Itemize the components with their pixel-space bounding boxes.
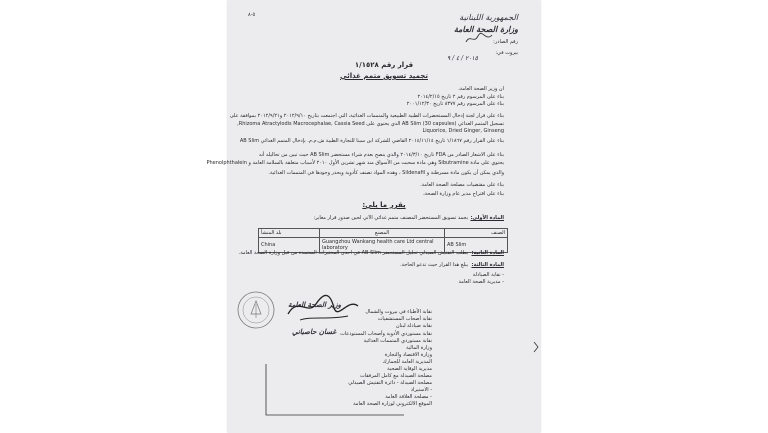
body-line: بناء على اقتراح مدير عام وزارة الصحة، [423, 191, 504, 197]
distribution-item: نقابة مستوردي المتممات الغذائية [363, 338, 432, 344]
distribution-item: - الاستيراد [410, 387, 432, 393]
body-line: بناء على المرسوم رقم ٢ تاريخ ٢٠١٤/٢/١٥ [417, 94, 504, 100]
decision-title: تجميد تسويق متمم غذائي [340, 72, 428, 80]
body-line: Liquorice, Dried Ginger, Ginseng [422, 128, 504, 134]
body-line: بناء على مقتضيات مصلحة الصحة العامة. [420, 182, 504, 188]
body-line: بناء على القرار رقم ١/١٨٦٧ تاريخ ٢٠١٤/١١/١٤ القاضي للشركة ابن سينا للتجارة الطبية ش.م.م. بإدخال المتمم الغذائي AB Slim [239, 138, 504, 144]
table-header-product: الصنف [445, 229, 508, 238]
body-line: بناء على قرار لجنة إدخال المستحضرات الطبية الطبيعية والمتممات الغذائية، التي اجتمعت بتاريخ ٢٠١٢/٩/١٠ و٢٠١٢/٩/٢١ بموافقة على [229, 113, 504, 119]
handwritten-number-scribble [464, 32, 494, 46]
page-marker: ٥-٨ [248, 12, 256, 18]
body-line: والذي يمكن أن يكون مادة مسرطنة و Sildenafil ، وهذه المواد تصنف كأدوية ويحذر وجودها في المتممات الغذائية. [268, 170, 504, 176]
distribution-item: المديرية العامة للجمارك [382, 359, 432, 365]
ministry-heading: وزارة الصحة العامة [453, 24, 518, 34]
decides-heading: يقرر ما يلي: [362, 201, 406, 209]
ministry-seal-stamp [236, 290, 276, 330]
body-line: يحتوي على مادة Sibutramine وهي مادة سحبت من الأسواق منذ شهر تشرين الأول ٢٠١٠ لأسباب متعلقة بالسلامة العامة و Phenolphthalein [206, 160, 504, 166]
table-cell-origin: China [259, 238, 320, 253]
distribution-item: الموقع الالكتروني لوزارة الصحة العامة [353, 401, 432, 407]
distribution-item: نقابة أصحاب المستشفيات [377, 316, 432, 322]
distribution-top-item: - نقابة الصيادلة [472, 272, 504, 278]
document-page [206, 0, 540, 433]
article1-text: يجمد تسويق المستحضر المصنف متمم غذائي الآتي لحين صدور قرار مغاير: [313, 215, 468, 221]
distribution-top-item: - مديرية الصحة العامة [458, 279, 504, 285]
body-line: بناء على المرسوم رقم ٨٣٧٧ تاريخ ٢٠٠١/١٢/٣٠ [406, 101, 504, 107]
article3-text: يبلغ هذا القرار حيث تدعو الحاجة. [400, 262, 468, 268]
article2-text: يطلب التفتيش الصيدلي تحليل المستحضر AB Slim في احدى المختبرات المعتمدة من قبل وزارة الصحة العامة. [238, 250, 468, 256]
handwritten-date: ٢٠١٥ / ٤ / ٩ [446, 55, 478, 62]
distribution-item: نقابة صيادلة لبنان [395, 323, 432, 329]
outgoing-number-label: رقم الصادر: [493, 39, 518, 45]
table-cell-manufacturer: Guangzhou Wankang health care Ltd central laboratory [320, 238, 445, 253]
table-cell-product: AB Slim [445, 238, 508, 253]
republic-heading: الجمهورية اللبنانية [459, 13, 518, 22]
table-header-manufacturer: المصنع [320, 229, 445, 238]
handwritten-signature [278, 286, 368, 330]
article1-label: المادة الأولى: [470, 215, 504, 221]
distribution-item: وزارة الاقتصاد والتجارة [384, 352, 432, 358]
distribution-item: مصلحة الصيدلة - دائرة التفتيش الصيدلي [348, 380, 432, 386]
table-header-row [259, 229, 508, 238]
handwritten-bracket-mark [264, 360, 414, 420]
signature-name: غسان حاصباني [292, 327, 337, 336]
distribution-item: نقابة مستوردي الأدوية وأصحاب المستودعات [340, 331, 432, 337]
body-line: تسجيل المتمم الغذائي AB Slim (30 capsules) الذي يحتوي على Rhizoma Atractylodis Macrocephalae, Cassia Seed, [237, 121, 504, 127]
table-header-origin: بلد المنشأ [259, 229, 320, 238]
article2-label: المادة الثانية: [471, 250, 504, 256]
article3-label: المادة الثالثة: [471, 262, 504, 268]
beirut-date-label: بيروت في: [495, 50, 518, 56]
distribution-item: مديرية الوقاية الصحية [387, 366, 432, 372]
distribution-item: وزارة المالية [406, 345, 432, 351]
minister-line: ان وزير الصحة العامة، [458, 86, 504, 92]
distribution-item: - مصلحة العلاقة العامة [385, 394, 432, 400]
body-line: بناء على الاشعار الصادر من FDA تاريخ ٢٠١٤/٣/١٠ والذي ينصح بعدم شراء مستحضر AB Slim حيث تبين من تحاليله أنه [258, 152, 504, 158]
decision-number: قرار رقم ١/١٥٢٨ [354, 61, 414, 69]
distribution-item: مصلحة الصيدلة مع كامل المرفقات [360, 373, 432, 379]
signature-title: وزير الصحة العامة [288, 300, 341, 309]
distribution-item: نقابة الأطباء في بيروت والشمال [365, 309, 432, 315]
margin-mark [532, 340, 540, 354]
